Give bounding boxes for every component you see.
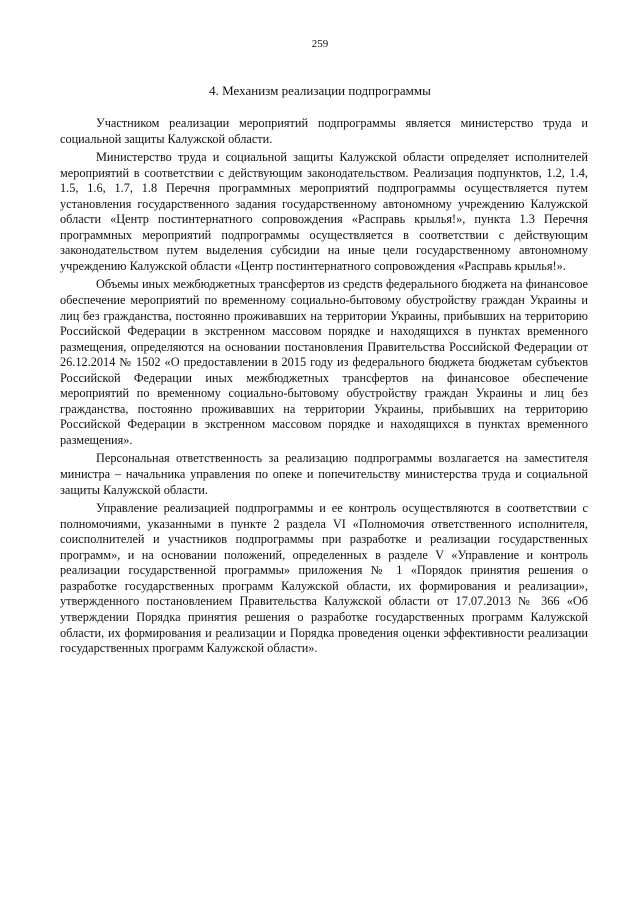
paragraph-management: Управление реализацией подпрограммы и ее контроль осуществляются в соответствии с полномочиями, указанными в пункте 2 раздела VI «Полномочия ответственного исполнителя, соисполнителей и участников подпрограммы при разработке и реализации государственных программ», и на основании положений, определенных в разделе V «Управление и контроль реализации государственной программы» приложения № 1 «Порядок принятия решения о разработке государственных программ Калужской области, их формирования и реализации», утвержденного постановлением Правительства Калужской области от 17.07.2013 № 366 «Об утверждении Порядка принятия решения о разработке государственных программ Калужской области, их формирования и реализации и Порядка проведения оценки эффективности реализации государственных программ Калужской области». — [60, 501, 588, 656]
paragraph-transfers: Объемы иных межбюджетных трансфертов из средств федерального бюджета на финансовое обеспечение мероприятий по временному социально-бытовому обустройству граждан Украины и лиц без гражданства, постоянно проживавших на территории Украины, прибывших на территорию Российской Федерации в экстренном массовом порядке и находящихся в пунктах временного размещения, определяются на основании постановления Правительства Российской Федерации от 26.12.2014 № 1502 «О предоставлении в 2015 году из федерального бюджета бюджетам субъектов Российской Федерации иных межбюджетных трансфертов на финансовое обеспечение мероприятий по временному социально-бытовому обустройству граждан Украины и лиц без гражданства, постоянно проживавших на территории Украины, прибывших на территорию Российской Федерации в экстренном массовом порядке и находящихся в пунктах временного размещения». — [60, 277, 588, 447]
paragraph-participant: Участником реализации мероприятий подпрограммы является министерство труда и социальной защиты Калужской области. — [60, 116, 588, 146]
paragraph-executors: Министерство труда и социальной защиты Калужской области определяет исполнителей мероприятий в соответствии с действующим законодательством. Реализация подпунктов, 1.2, 1.4, 1.5, 1.6, 1.7, 1.8 Перечня программных мероприятий подпрограммы осуществляется путем установления государственного задания государственному автономному учреждению Калужской области «Центр постинтернатного сопровождения «Расправь крылья!», пункта 1.3 Перечня программных мероприятий подпрограммы осуществляется в соответствии с действующим законодательством путем выделения субсидии на иные цели государственному автономному учреждению Калужской области «Центр постинтернатного сопровождения «Расправь крылья!». — [60, 150, 588, 273]
paragraph-responsibility: Персональная ответственность за реализацию подпрограммы возлагается на заместителя министра – начальника управления по опеке и попечительству министерства труда и социальной защиты Калужской области. — [60, 451, 588, 497]
page-number: 259 — [311, 38, 329, 50]
section-title: 4. Механизм реализации подпрограммы — [209, 83, 431, 98]
document-body — [60, 116, 588, 657]
